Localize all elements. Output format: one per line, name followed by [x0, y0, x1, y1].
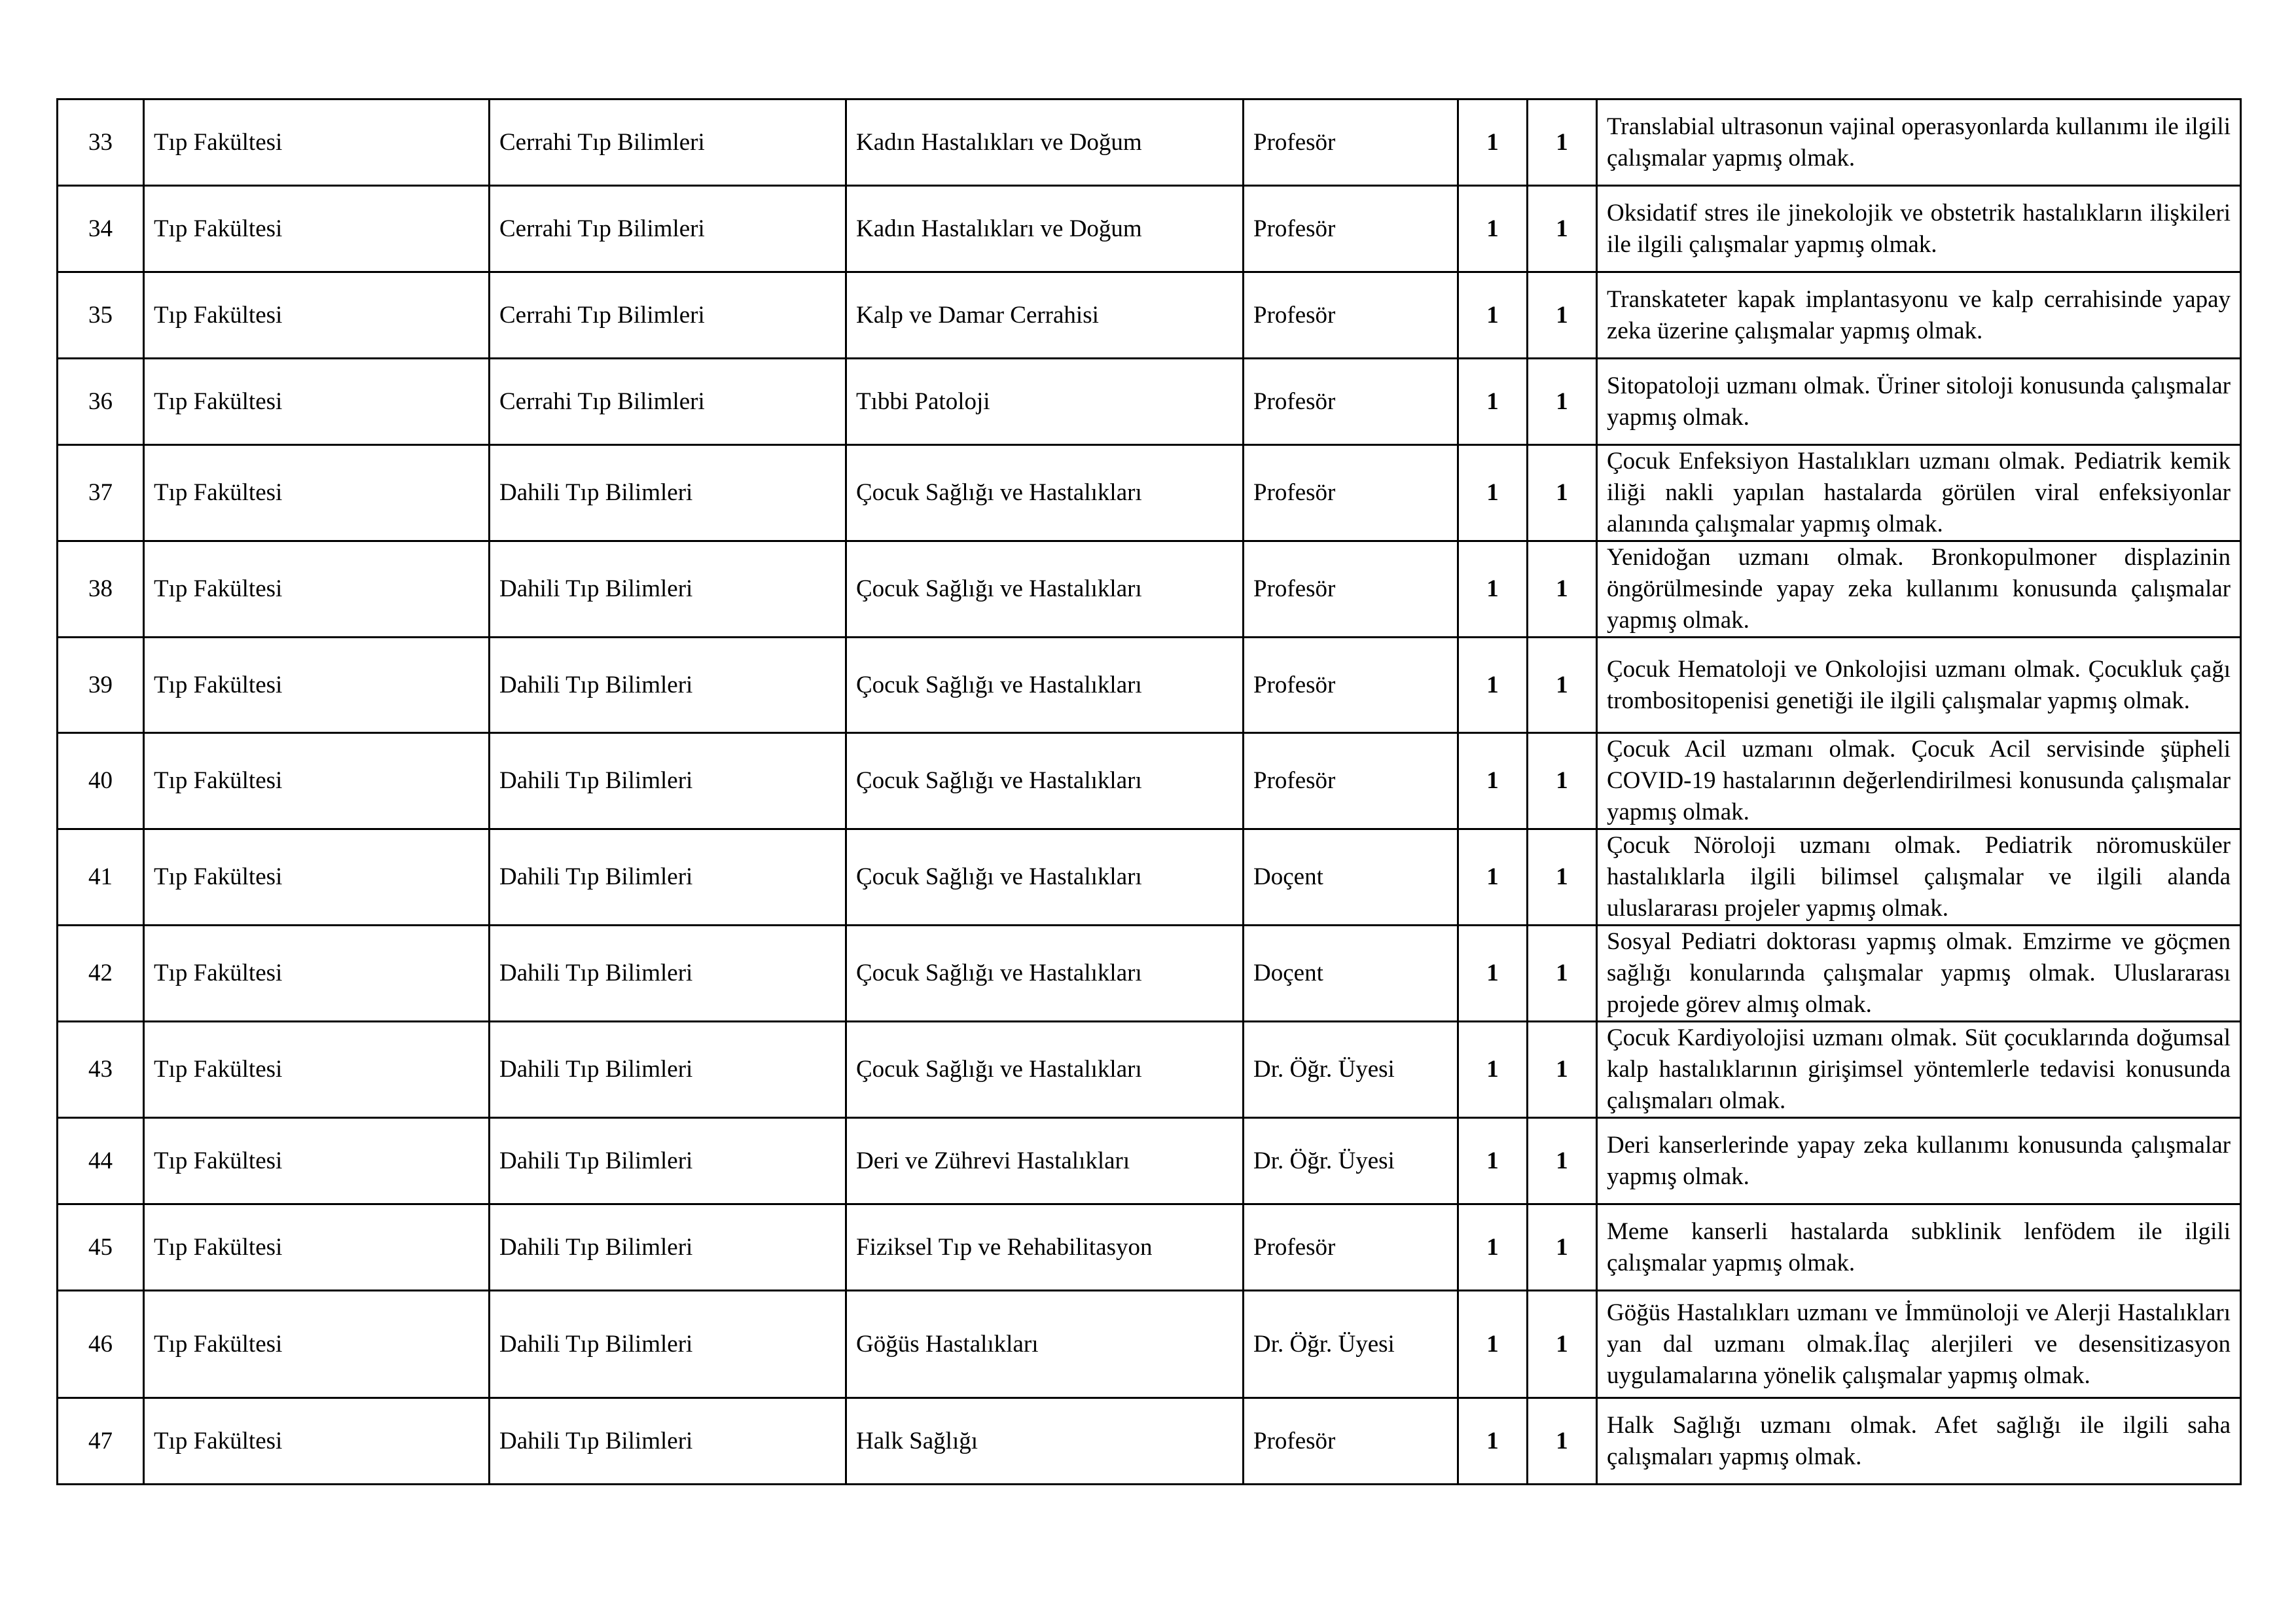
title-cell: Profesör [1244, 1204, 1458, 1291]
department-cell: Çocuk Sağlığı ve Hastalıkları [846, 829, 1244, 926]
staff-requirements-table [56, 98, 2242, 1485]
row-number: 40 [58, 733, 144, 829]
table-row [58, 541, 2241, 638]
department-cell: Çocuk Sağlığı ve Hastalıkları [846, 638, 1244, 733]
row-number: 45 [58, 1204, 144, 1291]
row-number: 46 [58, 1291, 144, 1398]
table-row [58, 1118, 2241, 1204]
count-b-cell: 1 [1528, 1398, 1597, 1485]
title-cell: Dr. Öğr. Üyesi [1244, 1291, 1458, 1398]
table-row [58, 445, 2241, 541]
count-a-cell: 1 [1458, 445, 1528, 541]
faculty-cell: Tıp Fakültesi [144, 186, 490, 272]
table-row [58, 733, 2241, 829]
faculty-cell: Tıp Fakültesi [144, 829, 490, 926]
count-a-cell: 1 [1458, 186, 1528, 272]
count-a-cell: 1 [1458, 359, 1528, 445]
count-b-cell: 1 [1528, 926, 1597, 1022]
department-cell: Çocuk Sağlığı ve Hastalıkları [846, 445, 1244, 541]
count-b-cell: 1 [1528, 99, 1597, 186]
requirement-cell: Çocuk Enfeksiyon Hastalıkları uzmanı olmak. Pediatrik kemik iliği nakli yapılan hastalarda görülen viral enfeksiyonlar alanında çalışmalar yapmış olmak. [1597, 445, 2241, 541]
count-a-cell: 1 [1458, 1291, 1528, 1398]
requirement-cell: Göğüs Hastalıkları uzmanı ve İmmünoloji ve Alerji Hastalıkları yan dal uzmanı olmak.İlaç alerjileri ve desensitizasyon uygulamalarına yönelik çalışmalar yapmış olmak. [1597, 1291, 2241, 1398]
requirement-cell: Sitopatoloji uzmanı olmak. Üriner sitoloji konusunda çalışmalar yapmış olmak. [1597, 359, 2241, 445]
count-b-cell: 1 [1528, 829, 1597, 926]
title-cell: Profesör [1244, 733, 1458, 829]
title-cell: Profesör [1244, 186, 1458, 272]
table-row [58, 99, 2241, 186]
section-cell: Dahili Tıp Bilimleri [490, 1291, 846, 1398]
requirement-cell: Sosyal Pediatri doktorası yapmış olmak. Emzirme ve göçmen sağlığı konularında çalışmalar yapmış olmak. Uluslararası projede görev almış olmak. [1597, 926, 2241, 1022]
count-b-cell: 1 [1528, 541, 1597, 638]
faculty-cell: Tıp Fakültesi [144, 1204, 490, 1291]
section-cell: Dahili Tıp Bilimleri [490, 1398, 846, 1485]
requirement-cell: Transkateter kapak implantasyonu ve kalp cerrahisinde yapay zeka üzerine çalışmalar yapmış olmak. [1597, 272, 2241, 359]
requirement-cell: Çocuk Acil uzmanı olmak. Çocuk Acil servisinde şüpheli COVID-19 hastalarının değerlendirilmesi konusunda çalışmalar yapmış olmak. [1597, 733, 2241, 829]
section-cell: Dahili Tıp Bilimleri [490, 926, 846, 1022]
requirement-cell: Çocuk Hematoloji ve Onkolojisi uzmanı olmak. Çocukluk çağı trombositopenisi genetiği ile ilgili çalışmalar yapmış olmak. [1597, 638, 2241, 733]
row-number: 38 [58, 541, 144, 638]
faculty-cell: Tıp Fakültesi [144, 99, 490, 186]
count-b-cell: 1 [1528, 733, 1597, 829]
title-cell: Dr. Öğr. Üyesi [1244, 1022, 1458, 1118]
section-cell: Cerrahi Tıp Bilimleri [490, 99, 846, 186]
table-row [58, 359, 2241, 445]
department-cell: Göğüs Hastalıkları [846, 1291, 1244, 1398]
requirement-cell: Çocuk Kardiyolojisi uzmanı olmak. Süt çocuklarında doğumsal kalp hastalıklarının girişimsel yöntemlerle tedavisi konusunda çalışmaları olmak. [1597, 1022, 2241, 1118]
requirement-cell: Halk Sağlığı uzmanı olmak. Afet sağlığı ile ilgili saha çalışmaları yapmış olmak. [1597, 1398, 2241, 1485]
count-a-cell: 1 [1458, 1118, 1528, 1204]
requirement-cell: Yenidoğan uzmanı olmak. Bronkopulmoner displazinin öngörülmesinde yapay zeka kullanımı konusunda çalışmalar yapmış olmak. [1597, 541, 2241, 638]
count-a-cell: 1 [1458, 272, 1528, 359]
table-row [58, 638, 2241, 733]
title-cell: Profesör [1244, 359, 1458, 445]
department-cell: Kalp ve Damar Cerrahisi [846, 272, 1244, 359]
section-cell: Cerrahi Tıp Bilimleri [490, 186, 846, 272]
section-cell: Dahili Tıp Bilimleri [490, 1204, 846, 1291]
row-number: 41 [58, 829, 144, 926]
title-cell: Profesör [1244, 638, 1458, 733]
faculty-cell: Tıp Fakültesi [144, 926, 490, 1022]
title-cell: Profesör [1244, 445, 1458, 541]
table-row [58, 1022, 2241, 1118]
title-cell: Dr. Öğr. Üyesi [1244, 1118, 1458, 1204]
faculty-cell: Tıp Fakültesi [144, 1291, 490, 1398]
row-number: 42 [58, 926, 144, 1022]
department-cell: Tıbbi Patoloji [846, 359, 1244, 445]
count-b-cell: 1 [1528, 1291, 1597, 1398]
row-number: 33 [58, 99, 144, 186]
faculty-cell: Tıp Fakültesi [144, 359, 490, 445]
count-a-cell: 1 [1458, 926, 1528, 1022]
requirement-cell: Translabial ultrasonun vajinal operasyonlarda kullanımı ile ilgili çalışmalar yapmış olmak. [1597, 99, 2241, 186]
count-a-cell: 1 [1458, 638, 1528, 733]
row-number: 35 [58, 272, 144, 359]
section-cell: Dahili Tıp Bilimleri [490, 541, 846, 638]
department-cell: Çocuk Sağlığı ve Hastalıkları [846, 733, 1244, 829]
count-a-cell: 1 [1458, 1204, 1528, 1291]
row-number: 37 [58, 445, 144, 541]
count-a-cell: 1 [1458, 829, 1528, 926]
section-cell: Dahili Tıp Bilimleri [490, 733, 846, 829]
row-number: 44 [58, 1118, 144, 1204]
count-b-cell: 1 [1528, 1118, 1597, 1204]
row-number: 34 [58, 186, 144, 272]
department-cell: Çocuk Sağlığı ve Hastalıkları [846, 541, 1244, 638]
row-number: 36 [58, 359, 144, 445]
faculty-cell: Tıp Fakültesi [144, 638, 490, 733]
count-b-cell: 1 [1528, 359, 1597, 445]
title-cell: Profesör [1244, 1398, 1458, 1485]
department-cell: Halk Sağlığı [846, 1398, 1244, 1485]
count-a-cell: 1 [1458, 1022, 1528, 1118]
count-a-cell: 1 [1458, 99, 1528, 186]
section-cell: Cerrahi Tıp Bilimleri [490, 359, 846, 445]
requirement-cell: Meme kanserli hastalarda subklinik lenfödem ile ilgili çalışmalar yapmış olmak. [1597, 1204, 2241, 1291]
section-cell: Dahili Tıp Bilimleri [490, 445, 846, 541]
faculty-cell: Tıp Fakültesi [144, 1398, 490, 1485]
count-b-cell: 1 [1528, 186, 1597, 272]
section-cell: Dahili Tıp Bilimleri [490, 1118, 846, 1204]
title-cell: Doçent [1244, 829, 1458, 926]
department-cell: Kadın Hastalıkları ve Doğum [846, 99, 1244, 186]
count-a-cell: 1 [1458, 541, 1528, 638]
requirement-cell: Deri kanserlerinde yapay zeka kullanımı konusunda çalışmalar yapmış olmak. [1597, 1118, 2241, 1204]
section-cell: Dahili Tıp Bilimleri [490, 829, 846, 926]
count-a-cell: 1 [1458, 1398, 1528, 1485]
count-b-cell: 1 [1528, 1204, 1597, 1291]
faculty-cell: Tıp Fakültesi [144, 1022, 490, 1118]
table-row [58, 1204, 2241, 1291]
count-b-cell: 1 [1528, 272, 1597, 359]
title-cell: Profesör [1244, 541, 1458, 638]
table-row [58, 272, 2241, 359]
requirement-cell: Oksidatif stres ile jinekolojik ve obstetrik hastalıkların ilişkileri ile ilgili çalışmalar yapmış olmak. [1597, 186, 2241, 272]
row-number: 43 [58, 1022, 144, 1118]
section-cell: Cerrahi Tıp Bilimleri [490, 272, 846, 359]
faculty-cell: Tıp Fakültesi [144, 445, 490, 541]
count-a-cell: 1 [1458, 733, 1528, 829]
table-row [58, 1398, 2241, 1485]
table-row [58, 926, 2241, 1022]
faculty-cell: Tıp Fakültesi [144, 541, 490, 638]
table-row [58, 829, 2241, 926]
table-row [58, 186, 2241, 272]
count-b-cell: 1 [1528, 1022, 1597, 1118]
title-cell: Doçent [1244, 926, 1458, 1022]
section-cell: Dahili Tıp Bilimleri [490, 1022, 846, 1118]
count-b-cell: 1 [1528, 445, 1597, 541]
department-cell: Fiziksel Tıp ve Rehabilitasyon [846, 1204, 1244, 1291]
department-cell: Çocuk Sağlığı ve Hastalıkları [846, 926, 1244, 1022]
faculty-cell: Tıp Fakültesi [144, 272, 490, 359]
table-body [58, 99, 2241, 1485]
department-cell: Deri ve Zührevi Hastalıkları [846, 1118, 1244, 1204]
row-number: 39 [58, 638, 144, 733]
requirement-cell: Çocuk Nöroloji uzmanı olmak. Pediatrik nöromusküler hastalıklarla ilgili bilimsel çalışmalar ve ilgili alanda uluslararası projeler yapmış olmak. [1597, 829, 2241, 926]
title-cell: Profesör [1244, 99, 1458, 186]
title-cell: Profesör [1244, 272, 1458, 359]
table-row [58, 1291, 2241, 1398]
faculty-cell: Tıp Fakültesi [144, 733, 490, 829]
section-cell: Dahili Tıp Bilimleri [490, 638, 846, 733]
department-cell: Kadın Hastalıkları ve Doğum [846, 186, 1244, 272]
faculty-cell: Tıp Fakültesi [144, 1118, 490, 1204]
count-b-cell: 1 [1528, 638, 1597, 733]
department-cell: Çocuk Sağlığı ve Hastalıkları [846, 1022, 1244, 1118]
row-number: 47 [58, 1398, 144, 1485]
